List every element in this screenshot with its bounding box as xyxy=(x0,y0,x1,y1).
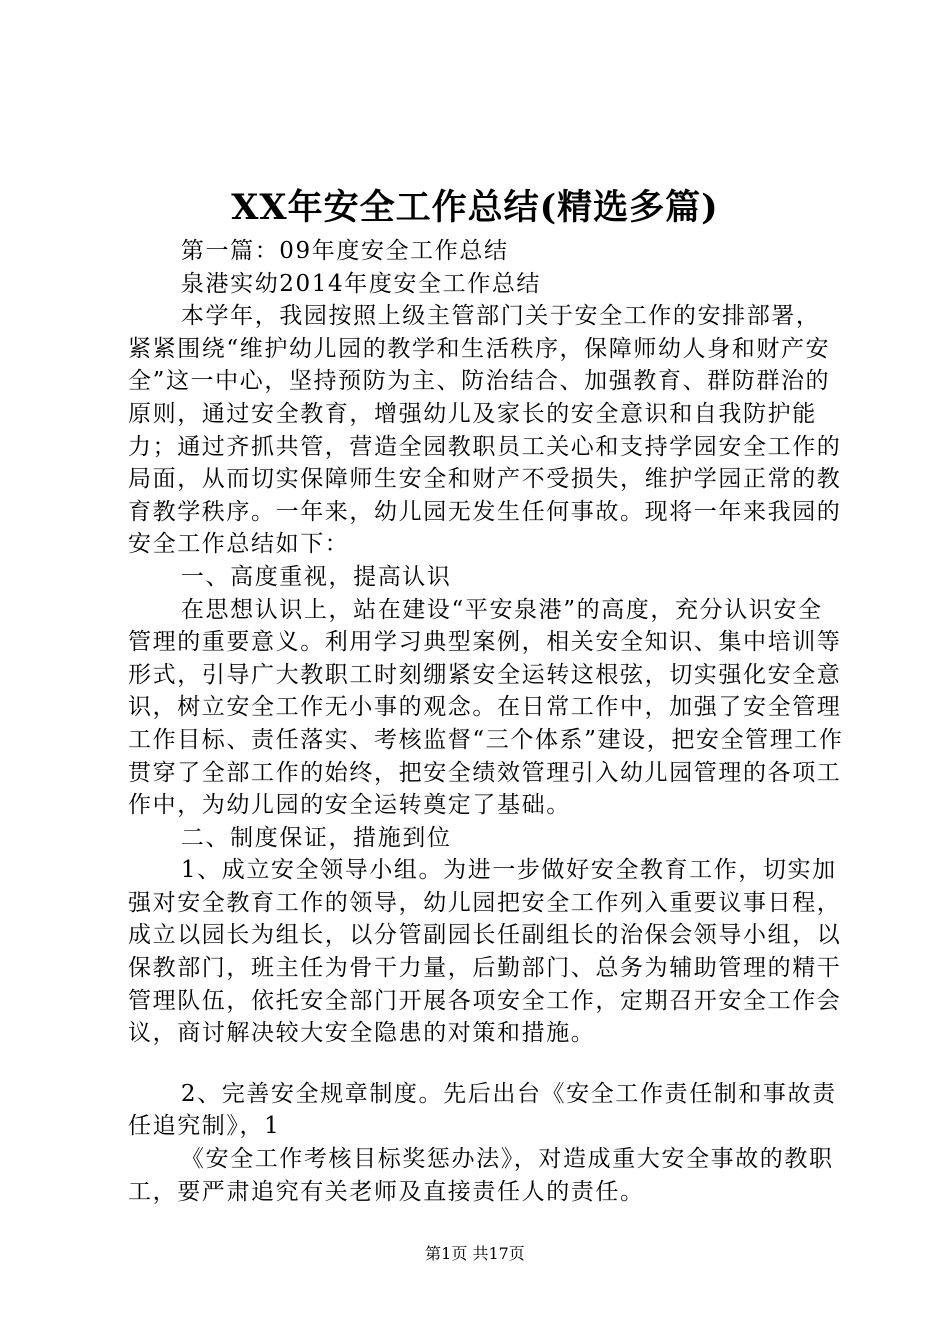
section-heading: 第一篇：09年度安全工作总结 xyxy=(180,238,509,264)
document-body xyxy=(128,235,844,1208)
paragraph-assessment: 《安全工作考核目标奖惩办法》，对造成重大安全事故的教职工，要严肃追究有关老师及直接责任人的责任。 xyxy=(128,1146,834,1205)
report-subtitle: 泉港实幼2014年度安全工作总结 xyxy=(180,270,542,297)
subheading-1: 一、高度重视，提高认识 xyxy=(180,563,452,590)
intro-paragraph: 本学年，我园按照上级主管部门关于安全工作的安排部署，紧紧围绕“维护幼儿园的教学和生活秩序，保障师幼人身和财产安全”这一中心，坚持预防为主、防治结合、加强教育、群防群治的原则，通过安全教育，增强幼儿及家长的安全意识和自我防护能力；通过齐抓共管，营造全园教职员工关心和支持学园安全工作的局面，从而切实保障师生安全和财产不受损失，维护学园正常的教育教学秩序。一年来，幼儿园无发生任何事故。现将一年来我园的安全工作总结如下： xyxy=(128,303,842,558)
page-footer: 第1页 共17页 xyxy=(425,1244,525,1263)
paragraph-leadership-group: 1、成立安全领导小组。为进一步做好安全教育工作，切实加强对安全教育工作的领导，幼儿园把安全工作列入重要议事日程，成立以园长为组长，以分管副园长任副组长的治保会领导小组，以保教部门，班主任为骨干力量，后勤部门、总务为辅助管理的精干管理队伍，依托安全部门开展各项安全工作，定期召开安全工作会议，商讨解决较大安全隐患的对策和措施。 xyxy=(128,857,842,1047)
paragraph-regulations: 2、完善安全规章制度。先后出台《安全工作责任制和事故责任追究制》，1 xyxy=(128,1080,837,1140)
document-title: XX年安全工作总结(精选多篇) xyxy=(231,187,719,228)
subheading-2: 二、制度保证，措施到位 xyxy=(180,824,452,851)
paragraph-awareness: 在思想认识上，站在建设“平安泉港”的高度，充分认识安全管理的重要意义。利用学习典型案例，相关安全知识、集中培训等形式，引导广大教职工时刻绷紧安全运转这根弦，切实强化安全意识，树立安全工作无小事的观念。在日常工作中，加强了安全管理工作目标、责任落实、考核监督“三个体系”建设，把安全管理工作贯穿了全部工作的始终，把安全绩效管理引入幼儿园管理的各项工作中，为幼儿园的安全运转奠定了基础。 xyxy=(128,596,844,819)
